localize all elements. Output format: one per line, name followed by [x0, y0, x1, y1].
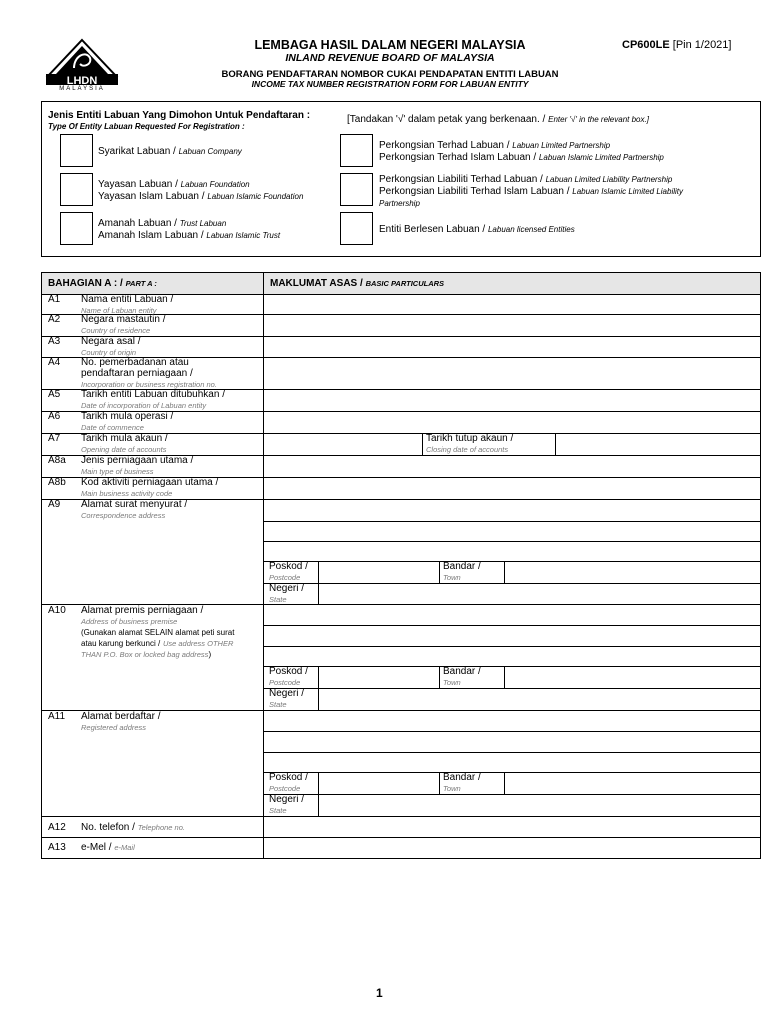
- option-label-english: Labuan Islamic Foundation: [207, 192, 304, 201]
- label-english: Name of Labuan entity: [81, 306, 157, 315]
- label: Tarikh mula operasi /: [81, 411, 174, 422]
- postcode-divider: [318, 666, 319, 710]
- label-english: Town: [443, 784, 461, 793]
- form-title-malay: BORANG PENDAFTARAN NOMBOR CUKAI PENDAPATAN ENTITI LABUAN: [221, 69, 559, 80]
- option-label: Syarikat Labuan /: [98, 146, 176, 157]
- row-label-a1: [81, 294, 173, 316]
- row-code: A8a: [48, 455, 66, 466]
- option-label-english: Partnership: [379, 199, 420, 208]
- section-title-english: BASIC PARTICULARS: [365, 279, 445, 288]
- address-note-end: ): [208, 650, 212, 659]
- a7-divider: [555, 433, 556, 455]
- option-label-english: Labuan Limited Liability Partnership: [545, 175, 673, 184]
- label: Poskod /: [269, 772, 308, 783]
- instruction-english: Enter '√' in the relevant box.]: [548, 115, 649, 124]
- row-line: [263, 541, 760, 542]
- option-label: Entiti Berlesen Labuan /: [379, 224, 486, 235]
- logo-text: LHDN: [66, 75, 98, 87]
- label: No. pemerbadanan atau: [81, 357, 189, 368]
- label-english: Country of origin: [81, 348, 137, 357]
- state-label: [269, 688, 304, 710]
- row-label-a2: [81, 314, 166, 336]
- town-divider: [504, 772, 505, 794]
- label: Nama entiti Labuan /: [81, 294, 174, 305]
- section-title-malay: MAKLUMAT ASAS /: [270, 278, 363, 289]
- option-label: Perkongsian Terhad Labuan /: [379, 140, 510, 151]
- option-label: Yayasan Islam Labuan /: [98, 191, 205, 202]
- row-label-a4: [81, 357, 217, 390]
- row-line: [42, 336, 760, 337]
- title-english: INLAND REVENUE BOARD OF MALAYSIA: [285, 52, 495, 64]
- label: Tarikh entiti Labuan ditubuhkan /: [81, 389, 225, 400]
- town-divider: [504, 666, 505, 688]
- option-label: Yayasan Labuan /: [98, 179, 178, 190]
- label: Negeri /: [269, 688, 305, 699]
- page-number: 1: [376, 986, 383, 1000]
- section-label: [48, 278, 157, 289]
- row-line: [263, 688, 760, 689]
- label: pendaftaran perniagaan /: [81, 368, 193, 379]
- checkbox-amanah-labuan[interactable]: [60, 212, 93, 245]
- option-label: Perkongsian Liabiliti Terhad Labuan /: [379, 174, 543, 185]
- postcode-divider: [439, 772, 440, 794]
- town-label: [443, 772, 481, 794]
- label-english: Registered address: [81, 723, 147, 732]
- address-note-english: THAN P.O. Box or locked bag address: [81, 650, 209, 659]
- row-code: A2: [48, 314, 61, 325]
- row-line: [263, 646, 760, 647]
- row-line: [42, 837, 760, 838]
- row-line: [263, 772, 760, 773]
- entity-type-section: [41, 101, 761, 257]
- label-english: Postcode: [269, 573, 301, 582]
- postcode-divider: [318, 561, 319, 604]
- checkbox-perkongsian-liabiliti[interactable]: [340, 173, 373, 206]
- option-label-english: Labuan Islamic Limited Liability: [572, 187, 684, 196]
- label: Poskod /: [269, 561, 308, 572]
- label-english: Town: [443, 678, 461, 687]
- option-label-english: Labuan Limited Partnership: [512, 141, 611, 150]
- logo-subtext: MALAYSIA: [59, 86, 105, 90]
- entity-type-label: Jenis Entiti Labuan Yang Dimohon Untuk Pendaftaran :: [48, 110, 311, 121]
- row-label-a8b: [81, 477, 218, 499]
- checkbox-syarikat-labuan[interactable]: [60, 134, 93, 167]
- row-label-a3: [81, 336, 140, 358]
- label-english: Date of commence: [81, 423, 144, 432]
- town-label: [443, 666, 481, 688]
- option-entiti-berlesen: [379, 224, 575, 236]
- form-version: [Pin 1/2021]: [672, 39, 732, 51]
- label-english: Town: [443, 573, 461, 582]
- label: e-Mel /: [81, 842, 112, 853]
- label-english: State: [269, 595, 287, 604]
- label-english: Closing date of accounts: [426, 445, 509, 454]
- option-label: Amanah Islam Labuan /: [98, 230, 204, 241]
- address-note: atau karung berkunci /: [81, 639, 161, 648]
- label-english: Address of business premise: [81, 617, 178, 626]
- state-label: [269, 583, 304, 605]
- row-line: [263, 625, 760, 626]
- a7-divider: [422, 433, 423, 455]
- label-english: Opening date of accounts: [81, 445, 167, 454]
- part-a-table: [41, 272, 761, 859]
- checkbox-perkongsian-terhad[interactable]: [340, 134, 373, 167]
- postcode-label: [269, 772, 308, 794]
- row-code: A10: [48, 605, 66, 616]
- label-english: State: [269, 806, 287, 815]
- option-syarikat-labuan: [98, 146, 242, 158]
- row-label-a9: [81, 499, 187, 521]
- label-english: Postcode: [269, 678, 301, 687]
- instruction-malay: [Tandakan '√' dalam petak yang berkenaan. /: [347, 114, 546, 125]
- address-note: (Gunakan alamat SELAIN alamat peti surat: [81, 628, 235, 637]
- label: Tarikh mula akaun /: [81, 433, 168, 444]
- label: Bandar /: [443, 666, 481, 677]
- postcode-divider: [318, 772, 319, 816]
- label-english: Postcode: [269, 784, 301, 793]
- option-label: Perkongsian Terhad Islam Labuan /: [379, 152, 537, 163]
- label: No. telefon /: [81, 822, 135, 833]
- row-label-a10: [81, 605, 261, 660]
- option-label-english: Labuan licensed Entities: [487, 225, 575, 234]
- label: Poskod /: [269, 666, 308, 677]
- row-line: [263, 752, 760, 753]
- label-english: Main type of business: [81, 467, 154, 476]
- state-label: [269, 794, 304, 816]
- row-line: [263, 731, 760, 732]
- title-malay: LEMBAGA HASIL DALAM NEGERI MALAYSIA: [254, 38, 526, 52]
- checkbox-yayasan-labuan[interactable]: [60, 173, 93, 206]
- row-code: A6: [48, 411, 61, 422]
- option-label: Perkongsian Liabiliti Terhad Islam Labuan /: [379, 186, 570, 197]
- section-label-english: PART A :: [125, 279, 157, 288]
- row-code: A8b: [48, 477, 66, 488]
- option-label-english: Labuan Company: [178, 147, 242, 156]
- row-label-a13: [81, 842, 135, 853]
- label: Bandar /: [443, 772, 481, 783]
- row-label-a12: [81, 822, 185, 833]
- option-perkongsian-terhad: [379, 140, 664, 164]
- row-label-a8a: [81, 455, 193, 477]
- section-title: [270, 278, 444, 289]
- label: Negeri /: [269, 583, 305, 594]
- row-code: A4: [48, 357, 61, 368]
- row-line: [263, 561, 760, 562]
- option-label-english: Labuan Islamic Trust: [206, 231, 281, 240]
- label-english: Correspondence address: [81, 511, 166, 520]
- row-code: A9: [48, 499, 61, 510]
- row-label-a5: [81, 389, 225, 411]
- entity-type-label-english: Type Of Entity Labuan Requested For Registration :: [48, 122, 245, 131]
- option-amanah-labuan: [98, 218, 280, 242]
- column-divider: [263, 273, 264, 858]
- option-perkongsian-liabiliti: [379, 174, 749, 210]
- option-label-english: Trust Labuan: [179, 219, 227, 228]
- label: Negara asal /: [81, 336, 141, 347]
- option-label-english: Labuan Islamic Limited Partnership: [538, 153, 664, 162]
- label: Alamat premis perniagaan /: [81, 605, 204, 616]
- option-yayasan-labuan: [98, 179, 303, 203]
- label-english: Date of incorporation of Labuan entity: [81, 401, 207, 410]
- label: Alamat surat menyurat /: [81, 499, 188, 510]
- label-english: State: [269, 700, 287, 709]
- row-line: [263, 583, 760, 584]
- label: Bandar /: [443, 561, 481, 572]
- label-english: Main business activity code: [81, 489, 173, 498]
- lhdn-logo: [44, 38, 120, 90]
- row-label-a11: [81, 711, 160, 733]
- postcode-label: [269, 561, 308, 583]
- label-english: e-Mail: [114, 843, 135, 852]
- postcode-divider: [439, 561, 440, 583]
- option-label-english: Labuan Foundation: [180, 180, 250, 189]
- postcode-label: [269, 666, 308, 688]
- town-divider: [504, 561, 505, 583]
- label: Negara mastautin /: [81, 314, 166, 325]
- label: Kod aktiviti perniagaan utama /: [81, 477, 219, 488]
- form-code: [622, 39, 731, 51]
- label: Negeri /: [269, 794, 305, 805]
- label-english: Country of residence: [81, 326, 151, 335]
- row-code: A1: [48, 294, 61, 305]
- row-line: [263, 666, 760, 667]
- option-label: Amanah Labuan /: [98, 218, 177, 229]
- row-code: A12: [48, 822, 66, 833]
- checkbox-entiti-berlesen[interactable]: [340, 212, 373, 245]
- label-english: Incorporation or business registration no.: [81, 380, 217, 389]
- entity-type-instruction: [347, 114, 649, 125]
- label: Jenis perniagaan utama /: [81, 455, 194, 466]
- row-label-a6: [81, 411, 173, 433]
- label-english: Telephone no.: [137, 823, 185, 832]
- section-label-malay: BAHAGIAN A : /: [48, 278, 123, 289]
- row-line: [42, 816, 760, 817]
- label: Alamat berdaftar /: [81, 711, 161, 722]
- label: Tarikh tutup akaun /: [426, 433, 514, 444]
- row-code: A7: [48, 433, 61, 444]
- form-title-english: INCOME TAX NUMBER REGISTRATION FORM FOR LABUAN ENTITY: [251, 79, 529, 89]
- form-code-number: CP600LE: [622, 39, 670, 51]
- row-line: [263, 521, 760, 522]
- row-code: A5: [48, 389, 61, 400]
- town-label: [443, 561, 481, 583]
- row-code: A11: [48, 711, 66, 722]
- closing-date-label: [426, 433, 513, 455]
- row-label-a7: [81, 433, 168, 455]
- row-code: A3: [48, 336, 61, 347]
- address-note-english: Use address OTHER: [162, 639, 234, 648]
- postcode-divider: [439, 666, 440, 688]
- row-line: [263, 794, 760, 795]
- row-code: A13: [48, 842, 66, 853]
